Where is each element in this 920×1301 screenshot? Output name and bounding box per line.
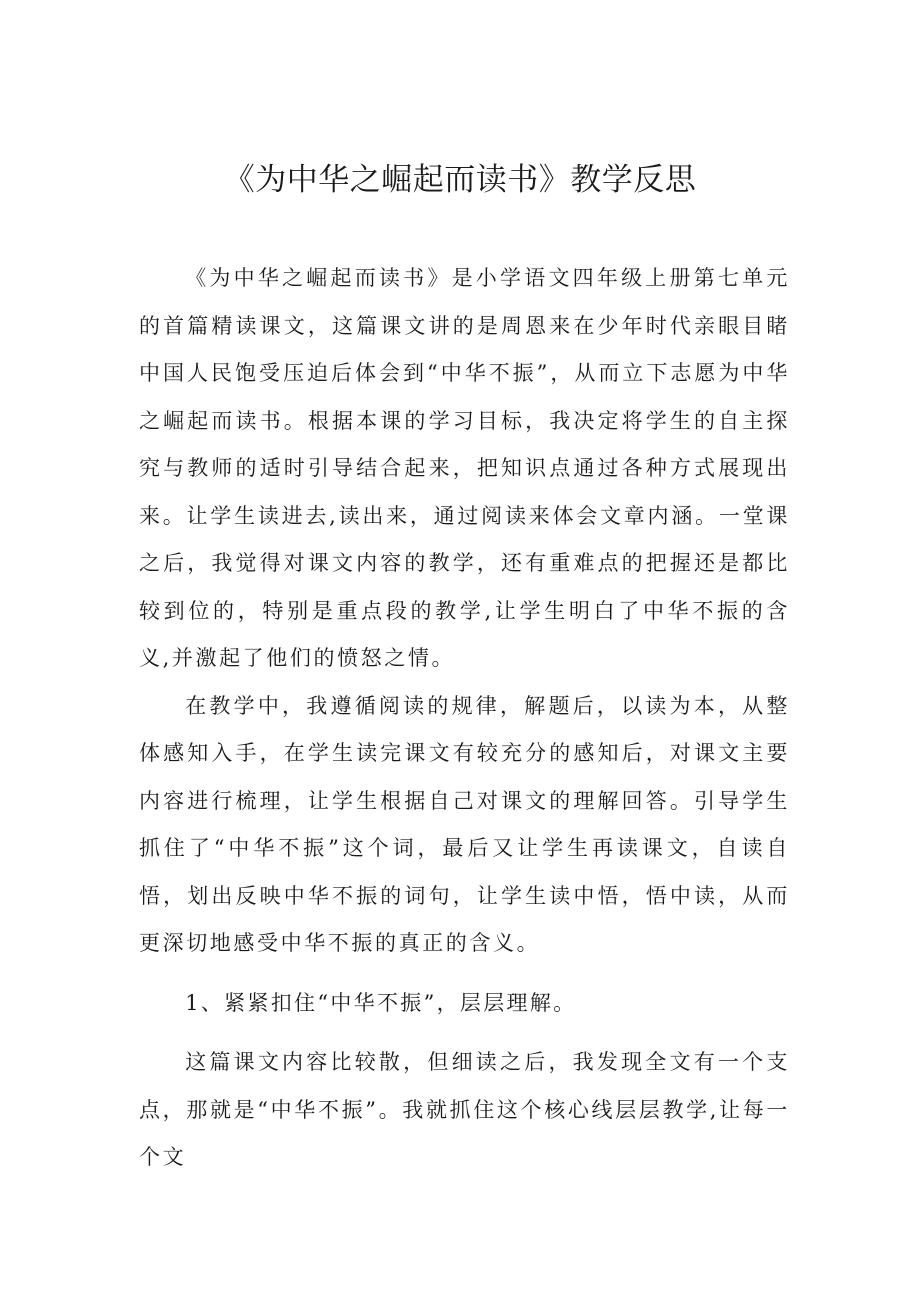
paragraph-intro: 《为中华之崛起而读书》是小学语文四年级上册第七单元的首篇精读课文，这篇课文讲的是周恩来在少年时代亲眼目睹中国人民饱受压迫后体会到“中华不振”，从而立下志愿为中华之崛起而读书。根据本课的学习目标，我决定将学生的自主探究与教师的适时引导结合起来，把知识点通过各种方式展现出来。让学生读进去,读出来，通过阅读来体会文章内涵。一堂课之后，我觉得对课文内容的教学，还有重难点的把握还是都比较到位的，特别是重点段的教学,让学生明白了中华不振的含义,并激起了他们的愤怒之情。 [139,266,790,670]
paragraph-point-heading: 1、紧紧扣住“中华不振”，层层理解。 [185,990,577,1015]
paragraph-teaching-process: 在教学中，我遵循阅读的规律，解题后，以读为本，从整体感知入手，在学生读完课文有较充分的感知后，对课文主要内容进行梳理，让学生根据自己对课文的理解回答。引导学生抓住了“中华不振”这个词，最后又让学生再读课文，自读自悟，划出反映中华不振的词句，让学生读中悟，悟中读，从而更深切地感受中华不振的真正的含义。 [139,693,790,955]
document-body [139,255,790,1182]
document-title: 《为中华之崛起而读书》教学反思 [223,162,697,198]
paragraph-point-detail: 这篇课文内容比较散，但细读之后，我发现全文有一个支点，那就是“中华不振”。我就抓住这个核心线层层教学,让每一个文 [139,1050,790,1169]
